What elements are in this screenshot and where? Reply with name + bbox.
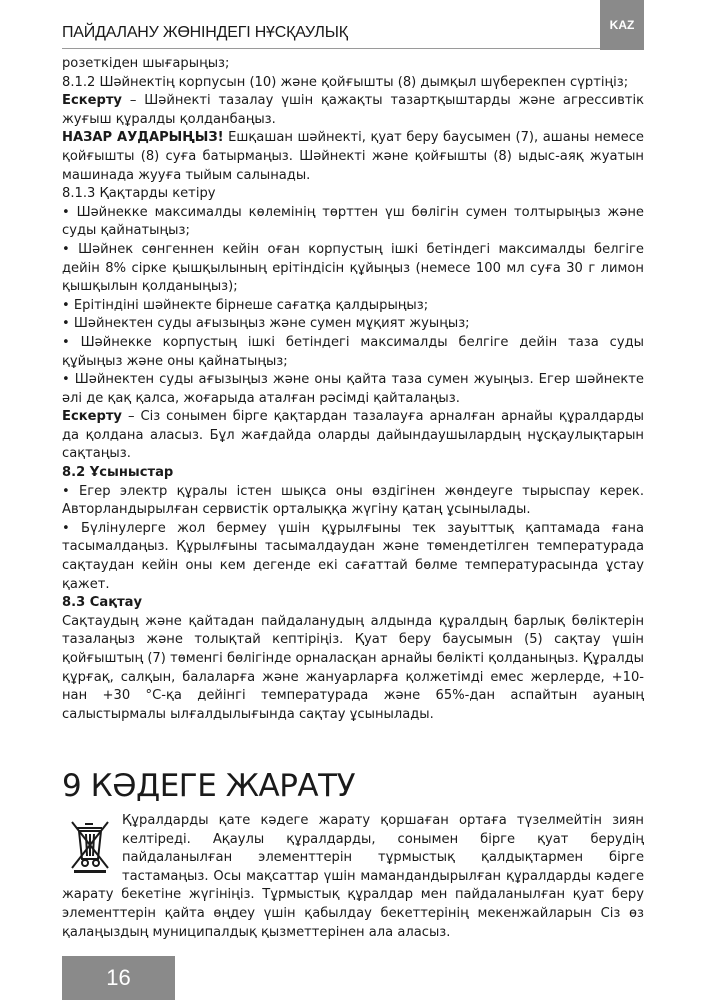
section-8-3-heading: 8.3 Сақтау <box>62 595 143 611</box>
list-item: • Шәйнектен суды ағызыңыз және оны қайта таза сумен жуыңыз. Егер шәйнекте әлі де қақ қалса, жоғарыда аталған рәсімді қайталаңыз. <box>62 372 644 406</box>
chapter-title: 9 КӘДЕГЕ ЖАРАТУ <box>62 768 355 804</box>
header-title: ПАЙДАЛАНУ ЖӨНІНДЕГІ НҰСҚАУЛЫҚ <box>62 24 348 41</box>
list-item: • Егер электр құралы істен шықса оны өздігінен жөндеуге тырыспау керек. Авторландырылған сервистік орталыққа жүгіну қатаң ұсынылады. <box>62 483 644 518</box>
list-item: • Бүлінулерге жол бермеу үшін құрылғыны тек зауыттық қаптамада ғана тасымалдаңыз. Құрылғыны тасымалдаудан және төмендетілген температурада сақтаудан кейін оны кем дегенде екі сағаттай бөлме температурасында ұстау қажет. <box>62 520 644 592</box>
disposal-paragraph: Құралдарды қате кәдеге жарату қоршаған ортаға түзелмейтін зиян келтіреді. Ақаулы құралдарды, сонымен бірге қуат берудің пайдаланылған элементтерін тұрмыстық қалдықтармен бірге тастамаңыз. Осы мақсаттар үшін мамандандырылған құралдарды кәдеге жарату бекетіне жүгініңіз. Тұрмыстық құралдар мен пайдаланылған қуат беру элементтерін қайта өңдеу үшін қабылдау бекеттерінің мекенжайларын Сіз өз қалаңыздың муниципалдық қызметтерінен ала аласыз. <box>62 813 644 940</box>
disposal-section <box>62 812 644 942</box>
list-item: • Шәйнектен суды ағызыңыз және сумен мұқият жуыңыз; <box>62 316 470 332</box>
section-8-2-heading: 8.2 Ұсыныстар <box>62 465 174 481</box>
language-badge: KAZ <box>600 0 644 50</box>
step-8-1-2: 8.1.2 Шәйнектің корпусын (10) және қойғышты (8) дымқыл шүберекпен сүртіңіз; <box>62 74 629 90</box>
paragraph: розеткіден шығарыңыз; <box>62 56 230 71</box>
note-label: Ескерту <box>62 409 122 425</box>
warning-text: Ешқашан шәйнекті, қуат беру баусымен (7), ашаны немесе қойғышты (8) суға батырмаңыз. Шәйнекті және қойғышты (8) ыдыс-аяқ жуатын машинада жууға тыйым салынады. <box>62 130 644 183</box>
main-content <box>62 55 644 724</box>
list-item: • Шәйнек сөнгеннен кейін оған корпустың ішкі бетіндегі максималды белгіге дейін 8% сірке қышқылының ерітіндісін құйыңыз (немесе 100 мл суға 30 г лимон қышқылын қолданыңыз); <box>62 241 644 295</box>
note-descaling <box>62 408 644 464</box>
note-text: – Шәйнекті тазалау үшін қажақты тазартқыштарды және агрессивтік жуғыш құралды қолданбаңыз. <box>62 93 644 127</box>
list-item: • Шәйнекке корпустың ішкі бетіндегі максималды белгіге дейін таза суды құйыңыз және оны қайнатыңыз; <box>62 334 644 369</box>
list-item: • Ерітіндіні шәйнекте бірнеше сағатқа қалдырыңыз; <box>62 297 429 313</box>
header-divider <box>62 48 644 49</box>
page-number: 16 <box>62 956 175 1000</box>
warning <box>62 129 644 185</box>
note-cleaning <box>62 92 644 129</box>
step-8-1-3-heading: 8.1.3 Қақтарды кетіру <box>62 186 216 202</box>
warning-label: НАЗАР АУДАРЫҢЫЗ! <box>62 130 224 146</box>
note-label: Ескерту <box>62 93 122 109</box>
storage-paragraph: Сақтаудың және қайтадан пайдаланудың алдында құралдың барлық бөліктерін тазалаңыз және толықтай кептіріңіз. Қуат беру баусымын (5) сақтау үшін қойғыштың (7) төменгі бөлігінде орналасқан арнайы бөлікті қолданыңыз. Құралды құрғақ, салқын, балаларға және жануарларға қолжетімді емес жерлерде, +10-нан +30 °С-қа дейінгі температурада және 65%-дан аспайтын ауаның салыстырмалы ылғалдылығында сақтау ұсынылады. <box>62 613 644 722</box>
note-text: – Сіз сонымен бірге қақтардан тазалауға арналған арнайы құралдарды да қолдана аласыз. Бұл жағдайда оларды дайындаушылардың нұсқаулықтарын сақтаңыз. <box>62 409 644 462</box>
list-item: • Шәйнекке максималды көлемінің төрттен үш бөлігін сумен толтырыңыз және суды қайнатыңыз; <box>62 204 644 239</box>
crossed-out-wheelie-bin-icon <box>62 814 118 874</box>
